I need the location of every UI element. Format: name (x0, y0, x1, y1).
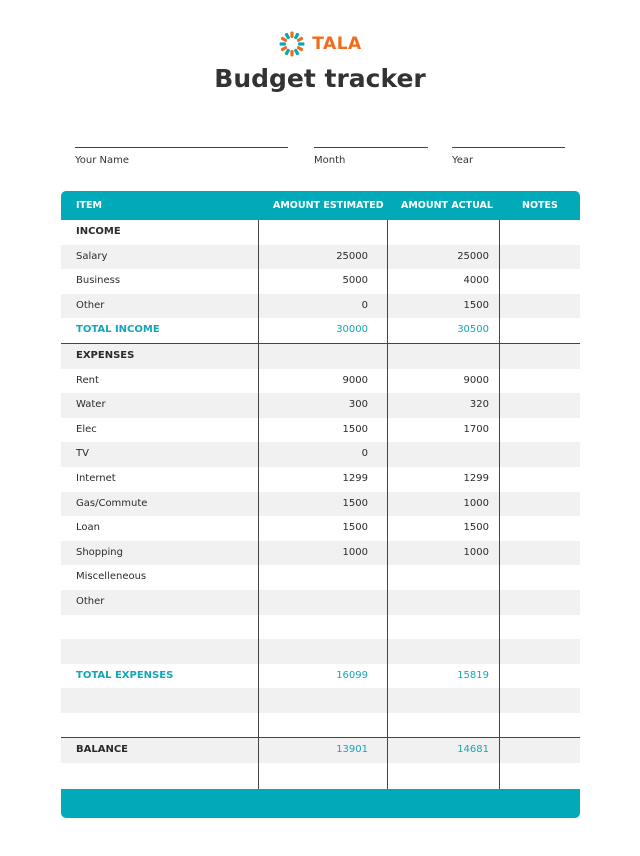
table-row (61, 688, 580, 713)
table-row (61, 737, 580, 763)
year-field[interactable] (452, 147, 565, 166)
row-estimated: 1000 (342, 546, 368, 558)
row-estimated: 5000 (342, 275, 368, 287)
budget-table (61, 191, 580, 788)
month-field[interactable] (314, 147, 428, 166)
table-row (61, 565, 580, 590)
row-estimated: 9000 (342, 374, 368, 386)
sunburst-logo-icon (278, 30, 306, 58)
year-label: Year (452, 155, 474, 166)
row-estimated: 16099 (336, 669, 368, 681)
col-item: ITEM (76, 200, 102, 211)
table-row (61, 245, 580, 270)
column-divider (387, 220, 388, 789)
table-row (61, 269, 580, 294)
row-item: Water (76, 399, 106, 411)
row-actual: 1500 (463, 299, 489, 311)
table-row (61, 516, 580, 541)
row-item: Internet (76, 472, 116, 484)
row-item: BALANCE (76, 744, 129, 756)
page-title: Budget tracker (214, 64, 426, 93)
table-footer-bar (61, 789, 580, 818)
table-row (61, 664, 580, 689)
col-amount-actual: AMOUNT ACTUAL (401, 200, 493, 211)
table-row (61, 467, 580, 492)
row-actual: 1000 (463, 546, 489, 558)
column-divider (499, 220, 500, 789)
row-actual: 1299 (463, 472, 489, 484)
table-row (61, 492, 580, 517)
row-item: Business (76, 275, 121, 287)
row-item: Rent (76, 374, 99, 386)
row-estimated: 30000 (336, 324, 368, 336)
row-item: TOTAL EXPENSES (76, 669, 174, 681)
row-item: TV (76, 448, 89, 460)
month-label: Month (314, 155, 346, 166)
row-item: Shopping (76, 546, 123, 558)
table-row (61, 590, 580, 615)
table-row (61, 393, 580, 418)
row-estimated: 0 (361, 448, 368, 460)
row-item: Other (76, 299, 105, 311)
row-actual: 320 (469, 399, 489, 411)
table-body (61, 220, 580, 788)
row-actual: 30500 (457, 324, 489, 336)
row-item: EXPENSES (76, 349, 135, 361)
row-actual: 1000 (463, 497, 489, 509)
row-actual: 1700 (463, 423, 489, 435)
row-item: Other (76, 595, 105, 607)
table-row (61, 318, 580, 343)
row-estimated: 1500 (342, 497, 368, 509)
row-estimated: 1500 (342, 522, 368, 534)
name-label: Your Name (75, 155, 130, 166)
table-row (61, 763, 580, 788)
row-estimated: 13901 (336, 744, 368, 756)
row-actual: 25000 (457, 250, 489, 262)
table-row (61, 713, 580, 738)
row-actual: 4000 (463, 275, 489, 287)
table-row (61, 294, 580, 319)
row-estimated: 25000 (336, 250, 368, 262)
row-actual: 14681 (457, 744, 489, 756)
row-item: Miscelleneous (76, 571, 147, 583)
brand-logo (0, 30, 640, 58)
row-item: Loan (76, 522, 100, 534)
table-row (61, 639, 580, 664)
table-row (61, 343, 580, 369)
row-item: Salary (76, 250, 108, 262)
col-notes: NOTES (522, 200, 558, 211)
table-row (61, 442, 580, 467)
table-row (61, 418, 580, 443)
row-estimated: 0 (361, 299, 368, 311)
col-amount-estimated: AMOUNT ESTIMATED (273, 200, 384, 211)
brand-name: TALA (312, 34, 362, 54)
row-item: INCOME (76, 226, 121, 237)
row-estimated: 300 (348, 399, 368, 411)
column-divider (258, 220, 259, 789)
table-row (61, 369, 580, 394)
table-row (61, 220, 580, 245)
name-field[interactable] (75, 147, 288, 166)
row-actual: 9000 (463, 374, 489, 386)
row-estimated: 1299 (342, 472, 368, 484)
row-actual: 1500 (463, 522, 489, 534)
row-item: Elec (76, 423, 97, 435)
row-estimated: 1500 (342, 423, 368, 435)
table-row (61, 541, 580, 566)
row-item: Gas/Commute (76, 497, 148, 509)
table-header (61, 191, 580, 220)
row-actual: 15819 (457, 669, 489, 681)
table-row (61, 615, 580, 640)
row-item: TOTAL INCOME (76, 324, 160, 336)
